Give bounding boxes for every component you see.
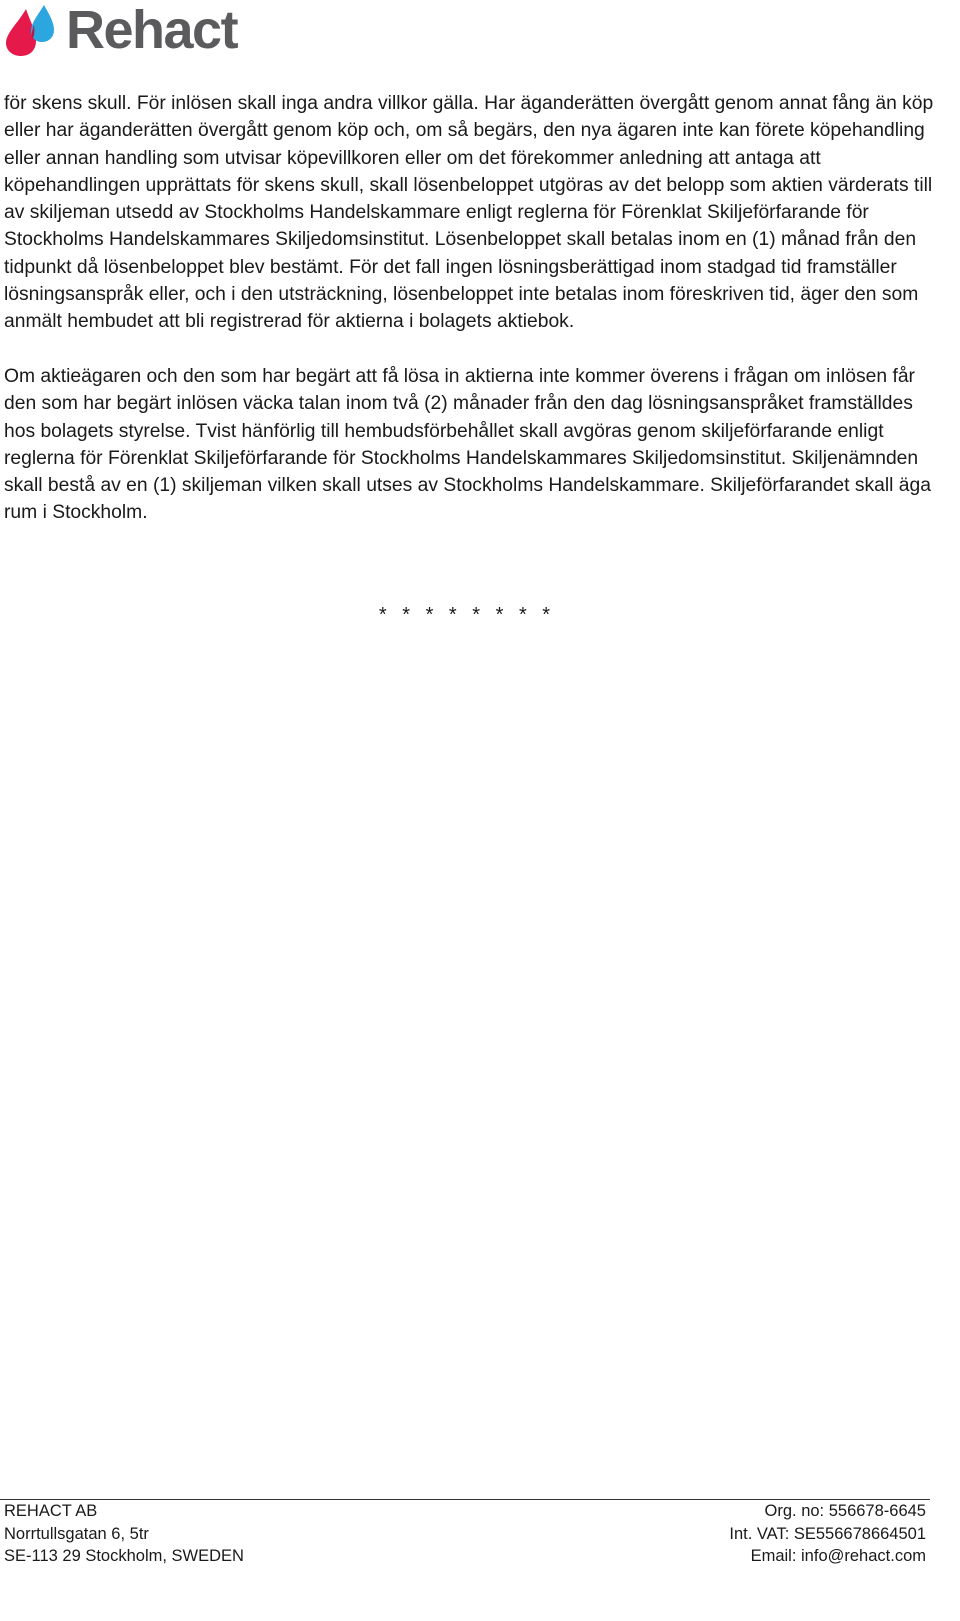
footer-city: SE-113 29 Stockholm, SWEDEN bbox=[4, 1547, 244, 1565]
end-of-section-marker: * * * * * * * * bbox=[378, 604, 556, 626]
logo-wordmark: Rehact bbox=[66, 0, 238, 60]
page-header bbox=[0, 0, 960, 64]
body-paragraph-2: Om aktieägaren och den som har begärt att få lösa in aktierna inte kommer överens i frågan om inlösen får den som har begärt inlösen väcka talan inom två (2) månader från den dag lösningsanspråket framställdes hos bolagets styrelse. Tvist hänförlig till hembudsförbehållet skall avgöras genom skiljeförfarande enligt reglerna för Förenklat Skiljeförfarande för Stockholms Handelskammares Skiljedomsinstitut. Skiljenämnden skall bestå av en (1) skiljeman vilken skall utses av Stockholms Handelskammare. Skiljeförfarandet skall äga rum i Stockholm. bbox=[4, 365, 931, 524]
footer-street: Norrtullsgatan 6, 5tr bbox=[4, 1524, 149, 1543]
page-footer bbox=[4, 1500, 926, 1568]
footer-company-name: REHACT AB bbox=[4, 1502, 98, 1520]
footer-org-no: Org. no: 556678-6645 bbox=[764, 1502, 926, 1520]
footer-email: Email: info@rehact.com bbox=[750, 1547, 926, 1565]
footer-registration bbox=[729, 1500, 926, 1568]
footer-address bbox=[4, 1500, 244, 1568]
rehact-drop-logo-icon bbox=[4, 3, 64, 57]
document-body bbox=[4, 90, 934, 554]
body-paragraph-1: för skens skull. För inlösen skall inga andra villkor gälla. Har äganderätten övergått genom annat fång än köp eller har äganderätten övergått genom köp och, om så begärs, den nya ägaren inte kan förete köpehandling eller annan handling som utvisar köpevillkoren eller om det förekommer anledning att antaga att köpehandlingen upprättats för skens skull, skall lösenbeloppet utgöras av det belopp som aktien värderats till av skiljeman utsedd av Stockholms Handelskammare enligt reglerna för Förenklat Skiljeförfarande för Stockholms Handelskammares Skiljedomsinstitut. Lösenbeloppet skall betalas inom en (1) månad från den tidpunkt då lösenbeloppet blev bestämt. För det fall ingen lösningsberättigad inom stadgad tid framställer lösningsanspråk eller, och i den utsträckning, lösenbeloppet inte betalas inom föreskriven tid, äger den som anmält hembudet att bli registrerad för aktierna i bolagets aktiebok. bbox=[4, 93, 934, 333]
footer-vat: Int. VAT: SE556678664501 bbox=[729, 1524, 926, 1543]
rehact-logo bbox=[4, 2, 237, 58]
